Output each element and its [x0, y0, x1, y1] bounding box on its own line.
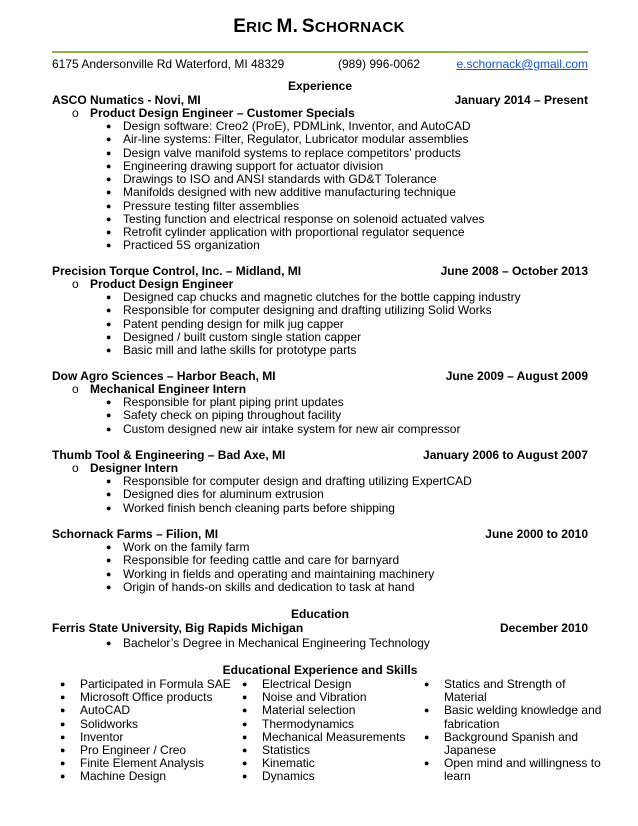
skill-item: ● Statistics [242, 743, 311, 758]
duty-list [106, 291, 521, 357]
job-role-text: Designer Intern [90, 461, 179, 475]
skill-item: ● Electrical Design [242, 677, 352, 691]
phone: (989) 996-0062 [338, 57, 421, 71]
education-header [52, 622, 588, 636]
name-first-rest: RIC [246, 19, 273, 36]
name-last-initial: S [301, 16, 315, 37]
duty-item: ● Custom designed new air intake system for new air compressor [106, 423, 460, 436]
duty-item: ● Safety check on piping throughout facility [106, 409, 460, 422]
skill-item: ● AutoCAD [60, 703, 131, 718]
contact-line [52, 58, 588, 72]
candidate-name [0, 16, 638, 37]
skill-item: ● Kinematic [242, 756, 315, 771]
duty-item: ● Responsible for computer designing and drafting utilizing Solid Works [106, 304, 521, 317]
skill-item: ● Thermodynamics [242, 716, 355, 731]
email-link[interactable]: e.schornack@gmail.com [456, 57, 588, 71]
skill-item: ● Mechanical Measurements [242, 729, 406, 744]
skills-column-3 [424, 678, 604, 784]
duty-item: ● Manifolds designed with new additive manufacturing technique [106, 186, 485, 199]
duty-item: ● Design software: Creo2 (ProE), PDMLink, Inventor, and AutoCAD [106, 120, 485, 133]
job-dates: January 2014 – Present [454, 93, 588, 107]
duty-item: ● Basic mill and lathe skills for prototype parts [106, 344, 521, 357]
job-dates: June 2008 – October 2013 [440, 264, 588, 278]
duty-item: ● Designed cap chucks and magnetic clutches for the bottle capping industry [106, 291, 521, 304]
skill-item: ● Participated in Formula SAE [60, 677, 231, 691]
duty-item: ● Drawings to ISO and ANSI standards with GD&T Tolerance [106, 173, 485, 186]
skill-item: ● Microsoft Office products [60, 690, 213, 705]
skill-item: ● Basic welding knowledge and fabrication [424, 703, 602, 731]
duty-item: ● Working in fields and operating and maintaining machinery [106, 568, 434, 581]
name-last-rest: CHORNACK [314, 19, 405, 36]
duty-item: ● Origin of hands-on skills and dedication to task at hand [106, 581, 434, 594]
job-dates: June 2000 to 2010 [485, 527, 588, 541]
company-name: ASCO Numatics - Novi, MI [52, 93, 201, 107]
skill-item: ● Dynamics [242, 769, 315, 784]
company-name: Thumb Tool & Engineering – Bad Axe, MI [52, 448, 286, 462]
skill-item: ● Solidworks [60, 716, 139, 731]
job-dates: January 2006 to August 2007 [423, 448, 588, 462]
address: 6175 Andersonville Rd Waterford, MI 48329 [52, 57, 285, 71]
job-role: o Product Design Engineer – Customer Specials [72, 106, 355, 120]
education-date: December 2010 [499, 621, 588, 635]
duty-item: ● Air-line systems: Filter, Regulator, Lubricator modular assemblies [106, 133, 485, 146]
skill-item: ● Background Spanish and Japanese [424, 729, 579, 758]
company-name: Precision Torque Control, Inc. – Midland, MI [52, 264, 302, 278]
skill-item: ● Pro Engineer / Creo [60, 743, 187, 758]
header-divider [52, 51, 588, 53]
duty-item: ● Pressure testing filter assemblies [106, 200, 485, 213]
name-middle: M. [276, 16, 299, 37]
name-first-initial: E [233, 16, 247, 37]
job-dates: June 2009 – August 2009 [445, 369, 588, 383]
duty-item: ● Responsible for plant piping print updates [106, 396, 460, 409]
duty-list [106, 541, 434, 594]
education-heading: Education [290, 607, 349, 621]
duty-list [106, 120, 485, 253]
duty-item: ● Work on the family farm [106, 541, 434, 554]
skill-item: ● Noise and Vibration [242, 690, 367, 705]
duty-list [106, 475, 472, 515]
degree-list [106, 637, 430, 650]
duty-item: ● Design valve manifold systems to replace competitors’ products [106, 147, 485, 160]
company-name: Dow Agro Sciences – Harbor Beach, MI [52, 369, 276, 383]
duty-item: ● Responsible for feeding cattle and care for barnyard [106, 554, 434, 567]
school-name: Ferris State University, Big Rapids Michigan [52, 621, 304, 635]
duty-item: ● Practiced 5S organization [106, 239, 485, 252]
job-role-text: Product Design Engineer – Customer Specials [90, 106, 355, 120]
duty-item: ● Retrofit cylinder application with proportional regulator sequence [106, 226, 485, 239]
skill-item: ● Material selection [242, 703, 356, 718]
skill-item: ● Open mind and willingness to learn [424, 756, 601, 784]
skill-item: ● Statics and Strength of Material [424, 677, 566, 705]
duty-item: ● Responsible for computer design and drafting utilizing ExpertCAD [106, 475, 472, 488]
company-name: Schornack Farms – Filion, MI [52, 527, 219, 541]
skill-item: ● Finite Element Analysis [60, 756, 205, 771]
experience-heading: Experience [287, 79, 353, 93]
skills-heading: Educational Experience and Skills [222, 663, 418, 677]
duty-item: ● Testing function and electrical response on solenoid actuated valves [106, 213, 485, 226]
duty-item: ● Patent pending design for milk jug capper [106, 318, 521, 331]
job-role: o Product Design Engineer [72, 277, 234, 291]
skills-column-2 [242, 678, 405, 784]
duty-item: ● Engineering drawing support for actuator division [106, 160, 485, 173]
skill-item: ● Inventor [60, 729, 124, 744]
job-role-text: Product Design Engineer [90, 277, 234, 291]
skill-item: ● Machine Design [60, 769, 167, 784]
duty-list [106, 396, 460, 436]
degree-item: ● Bachelor’s Degree in Mechanical Engineering Technology [106, 637, 430, 650]
job-role: o Designer Intern [72, 461, 179, 475]
duty-item: ● Worked finish bench cleaning parts before shipping [106, 502, 472, 515]
duty-item: ● Designed / built custom single station capper [106, 331, 521, 344]
skills-column-1 [60, 678, 231, 784]
job-role-text: Mechanical Engineer Intern [90, 382, 247, 396]
job-role: o Mechanical Engineer Intern [72, 382, 247, 396]
duty-item: ● Designed dies for aluminum extrusion [106, 488, 472, 501]
